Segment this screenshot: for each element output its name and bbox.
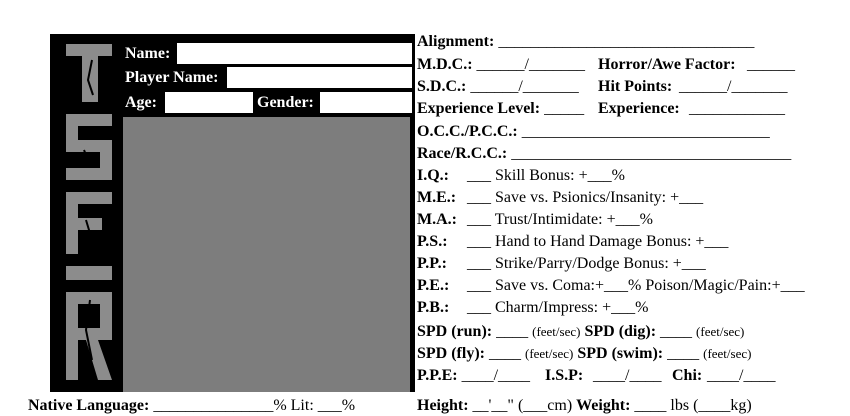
- native-language-row: [28, 396, 355, 416]
- attribute-bonus-line[interactable]: ___ Charm/Impress: +___%: [467, 299, 649, 316]
- sdc-line[interactable]: ______/_______: [470, 78, 579, 95]
- gender-field[interactable]: [320, 92, 412, 113]
- spd-dig-unit: (feet/sec): [696, 324, 745, 339]
- attribute-bonus-line[interactable]: ___ Save vs. Psionics/Insanity: +___: [467, 189, 704, 206]
- name-label: Name:: [125, 45, 171, 62]
- name-field[interactable]: [177, 43, 412, 64]
- ppe-line[interactable]: ____/____: [461, 367, 531, 384]
- attribute-label: P.E.:: [417, 277, 450, 294]
- sdc-label: S.D.C.:: [417, 78, 467, 95]
- spd-fly-label: SPD (fly):: [417, 345, 485, 362]
- attribute-label: P.P.:: [417, 255, 447, 272]
- horror-line[interactable]: ______: [747, 56, 795, 73]
- player-name-label: Player Name:: [125, 69, 219, 86]
- attribute-row: [417, 166, 625, 186]
- spd-dig-label: SPD (dig):: [584, 323, 657, 340]
- rifts-logo: [62, 40, 117, 388]
- attribute-label: P.B.:: [417, 299, 450, 316]
- chi-label: Chi:: [672, 367, 703, 384]
- gender-label: Gender:: [257, 94, 314, 111]
- attribute-bonus-line[interactable]: ___ Save vs. Coma:+___% Poison/Magic/Pain:+___: [467, 277, 805, 294]
- experience-level-label: Experience Level:: [417, 100, 541, 117]
- hit-points-label: Hit Points:: [598, 78, 673, 95]
- age-field[interactable]: [165, 92, 253, 113]
- race-row: [417, 144, 791, 164]
- occ-line[interactable]: _______________________________: [521, 123, 770, 140]
- attribute-bonus-line[interactable]: ___ Hand to Hand Damage Bonus: +___: [467, 233, 729, 250]
- native-language-line[interactable]: _______________% Lit: ___%: [153, 397, 356, 414]
- mdc-line[interactable]: ______/_______: [476, 56, 585, 73]
- attribute-row: [417, 188, 703, 208]
- age-label: Age:: [125, 94, 157, 111]
- attribute-row: [417, 210, 653, 230]
- spd-run-row: [417, 322, 744, 342]
- experience-line[interactable]: ____________: [689, 100, 785, 117]
- height-line[interactable]: __'__" (___cm): [472, 397, 573, 414]
- spd-fly-row: [417, 344, 751, 364]
- attribute-bonus-line[interactable]: ___ Trust/Intimidate: +___%: [467, 211, 653, 228]
- native-language-label: Native Language:: [28, 397, 150, 414]
- attribute-label: M.A.:: [417, 211, 457, 228]
- occ-row: [417, 122, 770, 142]
- alignment-label: Alignment:: [417, 33, 495, 50]
- spd-run-label: SPD (run):: [417, 323, 493, 340]
- spd-run-unit: (feet/sec): [532, 324, 581, 339]
- attribute-row: [417, 298, 648, 318]
- spd-swim-line[interactable]: ____: [667, 345, 700, 362]
- experience-level-line[interactable]: _____: [544, 100, 585, 117]
- mdc-label: M.D.C.:: [417, 56, 473, 73]
- attribute-label: P.S.:: [417, 233, 448, 250]
- spd-swim-label: SPD (swim):: [577, 345, 664, 362]
- portrait-area[interactable]: [123, 117, 410, 392]
- experience-label: Experience:: [598, 100, 680, 117]
- alignment-line[interactable]: ________________________________: [498, 33, 755, 50]
- isp-label: I.S.P:: [545, 367, 584, 384]
- hit-points-line[interactable]: ______/_______: [679, 78, 788, 95]
- horror-label: Horror/Awe Factor:: [598, 56, 736, 73]
- attribute-label: I.Q.:: [417, 167, 449, 184]
- spd-fly-unit: (feet/sec): [524, 346, 574, 361]
- energy-row: [417, 366, 776, 386]
- isp-line[interactable]: ____/____: [593, 367, 662, 384]
- ppe-label: P.P.E:: [417, 367, 458, 384]
- alignment-row: [417, 32, 754, 52]
- height-weight-row: [417, 396, 752, 416]
- spd-dig-line[interactable]: ____: [660, 323, 693, 340]
- attribute-label: M.E.:: [417, 189, 457, 206]
- occ-label: O.C.C./P.C.C.:: [417, 123, 518, 140]
- weight-label: Weight:: [576, 397, 631, 414]
- weight-line[interactable]: ____ lbs (____kg): [634, 397, 752, 414]
- spd-swim-unit: (feet/sec): [703, 346, 752, 361]
- chi-line[interactable]: ____/____: [707, 367, 776, 384]
- player-name-field[interactable]: [227, 67, 412, 88]
- attribute-bonus-line[interactable]: ___ Strike/Parry/Dodge Bonus: +___: [467, 255, 706, 272]
- attribute-row: [417, 232, 728, 252]
- attribute-row: [417, 254, 706, 274]
- sdc-row: [417, 77, 788, 97]
- attribute-bonus-line[interactable]: ___ Skill Bonus: +___%: [467, 167, 625, 184]
- experience-row: [417, 99, 785, 119]
- mdc-row: [417, 55, 795, 75]
- attribute-row: [417, 276, 805, 296]
- spd-run-line[interactable]: ____: [496, 323, 529, 340]
- race-label: Race/R.C.C.:: [417, 145, 508, 162]
- race-line[interactable]: ___________________________________: [511, 145, 792, 162]
- height-label: Height:: [417, 397, 469, 414]
- spd-fly-line[interactable]: ____: [488, 345, 521, 362]
